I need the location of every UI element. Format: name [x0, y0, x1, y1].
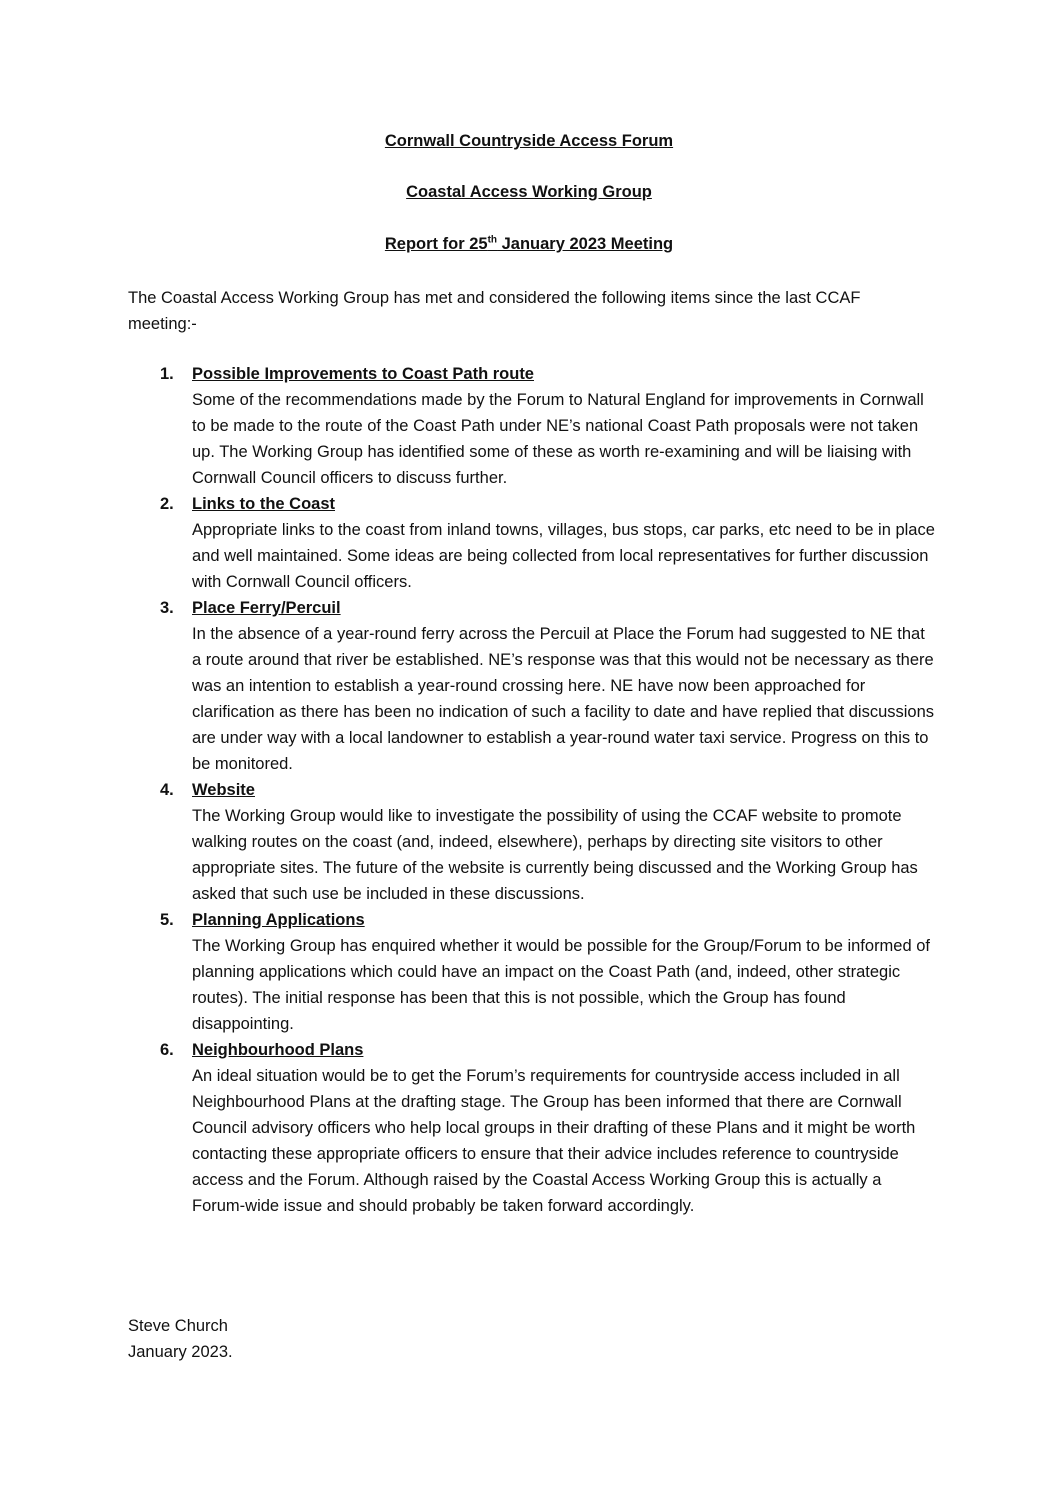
- list-item: [128, 907, 938, 1037]
- signature-block: [128, 1313, 233, 1365]
- item-title: Possible Improvements to Coast Path route: [192, 365, 534, 383]
- item-title: Website: [192, 781, 255, 799]
- report-heading-prefix: Report for 25: [384, 235, 488, 253]
- item-title: Neighbourhood Plans: [192, 1041, 364, 1059]
- item-body: Appropriate links to the coast from inland towns, villages, bus stops, car parks, etc need to be in place and well maintained. Some ideas are being collected from local representatives for further discussion with Cornwall Council officers.: [192, 521, 935, 591]
- item-number: 5.: [160, 911, 174, 929]
- item-title: Planning Applications: [192, 911, 365, 929]
- report-heading-suffix: January 2023 Meeting: [497, 235, 674, 253]
- list-item: [128, 1037, 938, 1219]
- list-item: [128, 777, 938, 907]
- item-title: Place Ferry/Percuil: [192, 599, 341, 617]
- report-heading: [0, 234, 1058, 254]
- item-number: 4.: [160, 781, 174, 799]
- item-body: Some of the recommendations made by the Forum to Natural England for improvements in Cornwall to be made to the route of the Coast Path under NE’s national Coast Path proposals were not taken up. The Working Group has identified some of these as worth re-examining and will be liaising with Cornwall Council officers to discuss further.: [192, 391, 924, 487]
- title-text: Cornwall Countryside Access Forum: [384, 132, 674, 150]
- list-item: [128, 595, 938, 777]
- item-title: Links to the Coast: [192, 495, 336, 513]
- item-body: An ideal situation would be to get the Forum’s requirements for countryside access included in all Neighbourhood Plans at the drafting stage. The Group has been informed that there are Cornwall Council advisory officers who help local groups in their drafting of these Plans and it might be worth contacting these appropriate officers to ensure that their advice includes reference to countryside access and the Forum. Although raised by the Coastal Access Working Group this is actually a Forum-wide issue and should probably be taken forward accordingly.: [192, 1067, 916, 1215]
- subtitle-text: Coastal Access Working Group: [406, 183, 652, 201]
- list-item: [128, 491, 938, 595]
- item-body: The Working Group would like to investigate the possibility of using the CCAF website to promote walking routes on the coast (and, indeed, elsewhere), perhaps by directing site visitors to other appropriate sites. The future of the website is currently being discussed and the Working Group has asked that such use be included in these discussions.: [192, 807, 918, 903]
- item-number: 1.: [160, 365, 174, 383]
- item-number: 2.: [160, 495, 174, 513]
- signature-name: Steve Church: [128, 1317, 228, 1335]
- document-subtitle: [0, 182, 1058, 202]
- report-heading-sup: th: [487, 234, 498, 246]
- list-item: [128, 361, 938, 491]
- item-body: The Working Group has enquired whether it would be possible for the Group/Forum to be informed of planning applications which could have an impact on the Coast Path (and, indeed, other strategic routes). The initial response has been that this is not possible, which the Group has found disappointing.: [192, 937, 931, 1033]
- document-title: [0, 131, 1058, 151]
- signature-date: January 2023.: [128, 1343, 233, 1361]
- item-number: 6.: [160, 1041, 174, 1059]
- items-list: [128, 361, 938, 1219]
- item-number: 3.: [160, 599, 174, 617]
- item-body: In the absence of a year-round ferry across the Percuil at Place the Forum had suggested to NE that a route around that river be established. NE’s response was that this would not be necessary as there was an intention to establish a year-round crossing here. NE have now been approached for clarification as there has been no indication of such a facility to date and have replied that discussions are under way with a local landowner to establish a year-round water taxi service. Progress on this to be monitored.: [192, 625, 935, 773]
- intro-paragraph: The Coastal Access Working Group has met and considered the following items since the last CCAF meeting:-: [128, 289, 861, 333]
